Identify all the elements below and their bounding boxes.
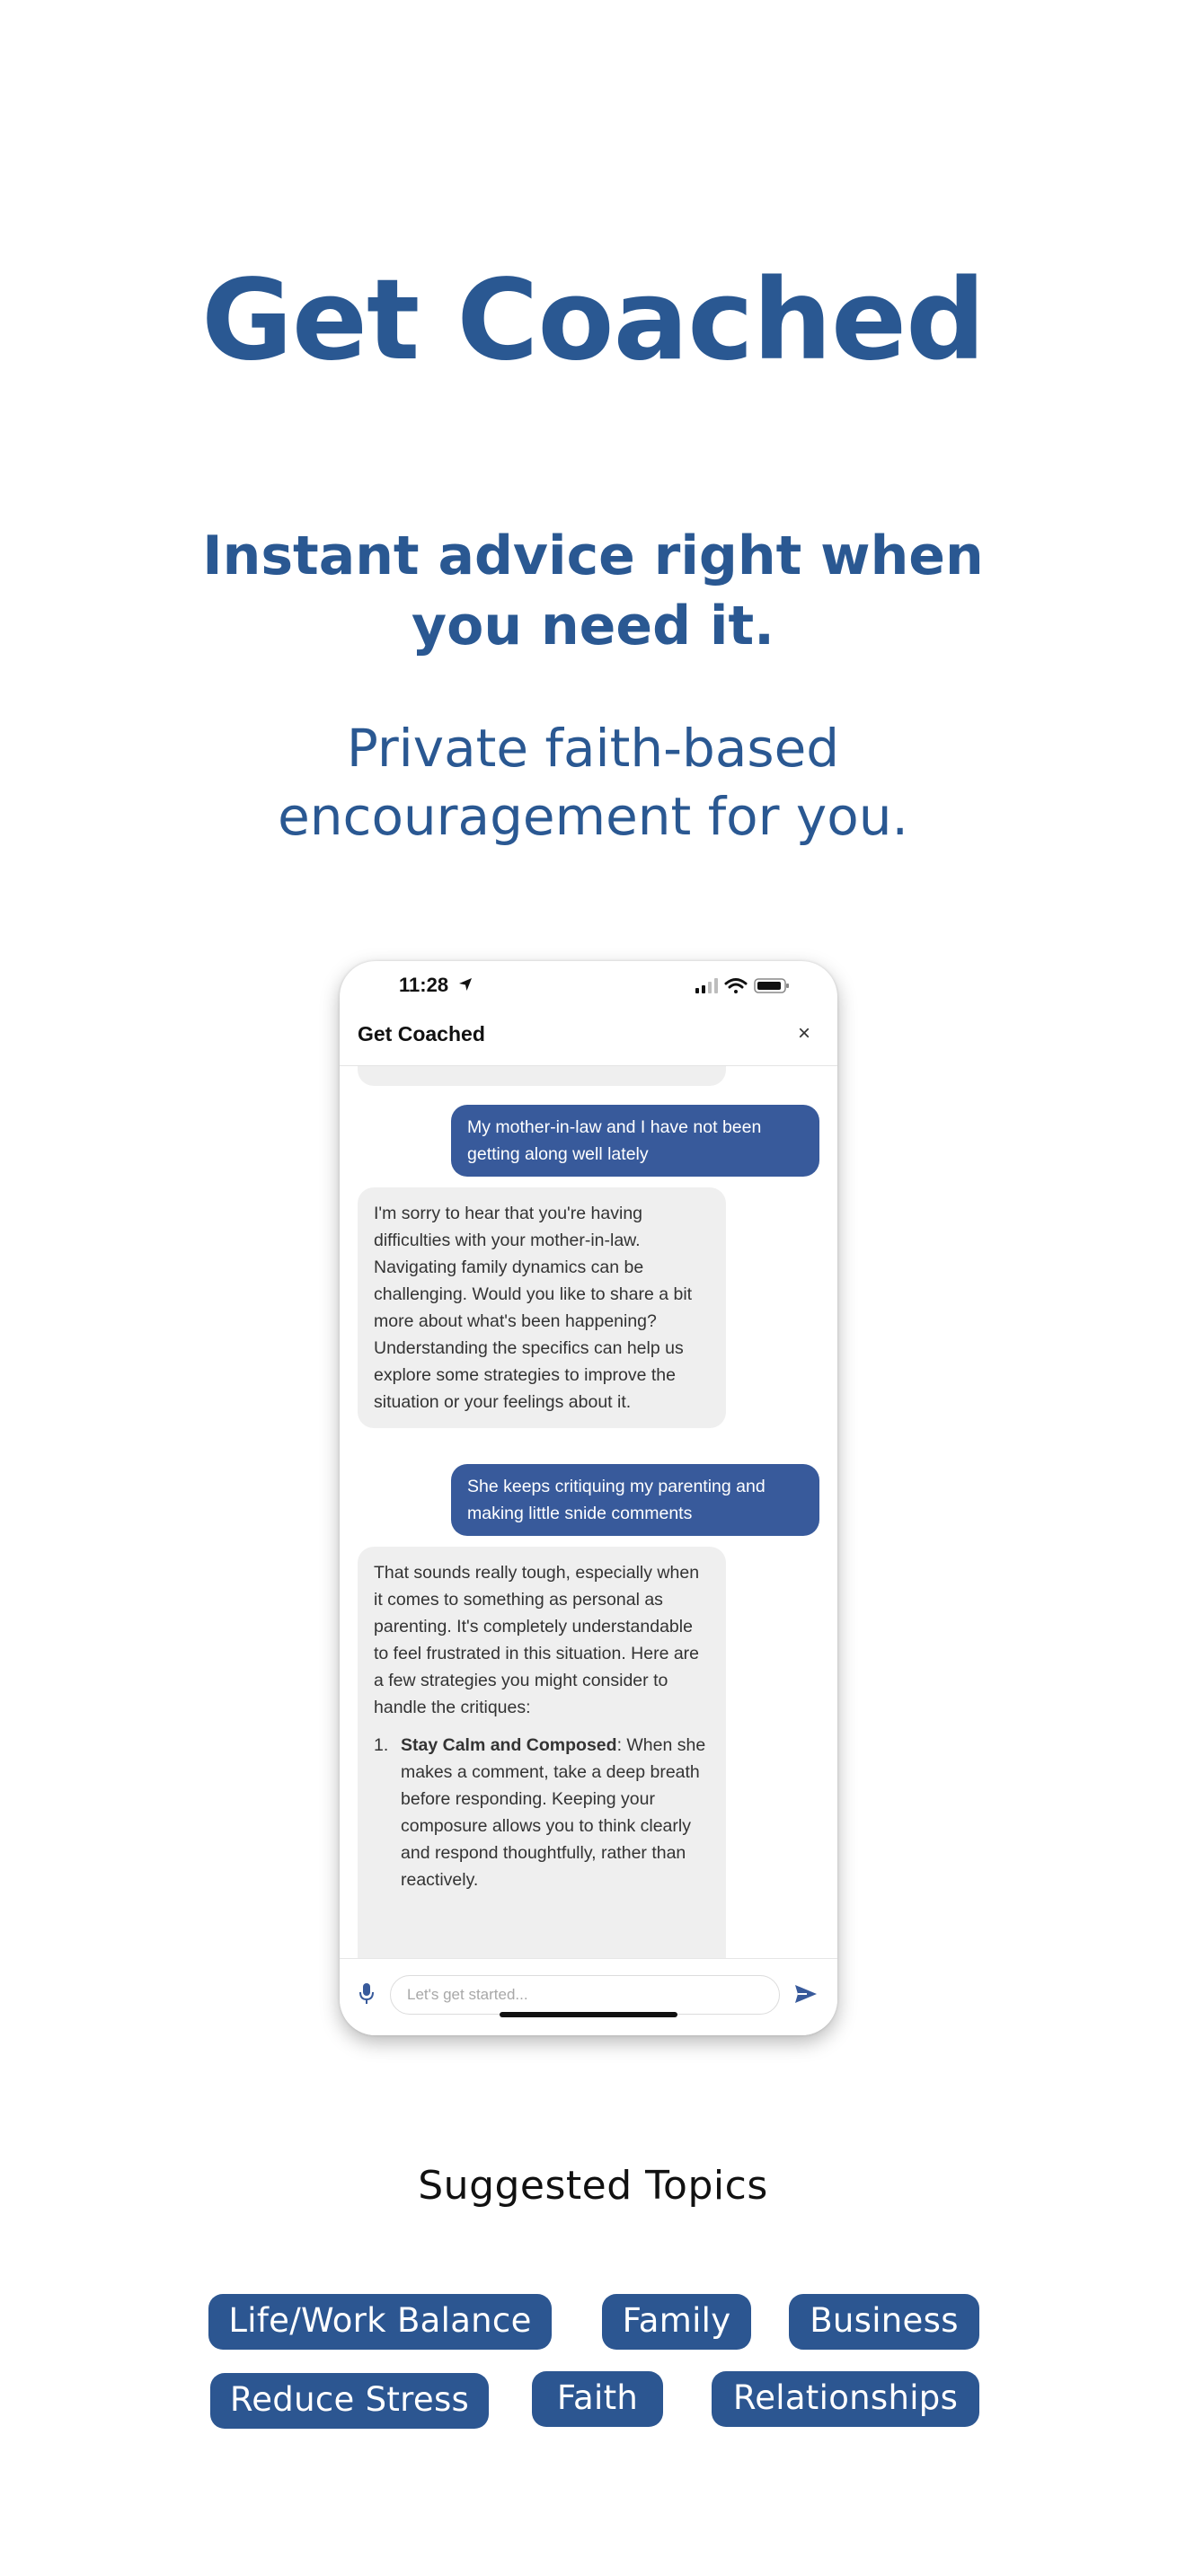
close-button[interactable]: × [797, 1021, 810, 1045]
message-input[interactable] [390, 1975, 780, 2015]
status-time: 11:28 [399, 974, 449, 996]
topic-chip-business[interactable]: Business [789, 2294, 979, 2350]
status-bar [340, 961, 837, 1010]
topic-chip-life-work-balance[interactable]: Life/Work Balance [208, 2294, 552, 2350]
list-item [374, 1732, 710, 1893]
suggested-topics-title: Suggested Topics [418, 2163, 768, 2209]
list-item-text: : When she makes a comment, take a deep breath before responding. Keeping your composure allows you to think clearly and respond thoughtfully, rather than reactively. [401, 1735, 706, 1890]
topic-chip-reduce-stress[interactable]: Reduce Stress [210, 2373, 489, 2429]
app-header [340, 1010, 837, 1066]
hero-description: Private faith-based encouragement for you. [278, 718, 908, 847]
bot-message [358, 1187, 726, 1428]
strategy-list [374, 1732, 710, 1893]
microphone-icon[interactable] [358, 1982, 376, 2006]
status-icons [694, 975, 792, 995]
message-text: That sounds really tough, especially when it comes to something as personal as parenting. It's completely understandable to feel frustrated in this situation. Here are a few strategies you might consider to handle the critiques: [374, 1563, 700, 1717]
phone-mockup [340, 961, 837, 2035]
list-number: 1. [374, 1735, 389, 1755]
message-text: I'm sorry to hear that you're having difficulties with your mother-in-law. Navigating family dynamics can be challenging. Would you like to share a bit more about what's been happening? Understanding the specifics can help us explore some strategies to improve the situation or your feelings about it. [374, 1204, 693, 1412]
battery-icon [755, 979, 789, 992]
app-title: Get Coached [358, 1022, 485, 1045]
topic-chip-relationships[interactable]: Relationships [712, 2371, 979, 2427]
user-message [451, 1464, 819, 1536]
send-icon[interactable] [792, 1981, 819, 2007]
hero-title: Get Coached [201, 256, 985, 385]
home-indicator [500, 2012, 677, 2017]
signal-icon [695, 978, 718, 993]
chat-area[interactable] [340, 1066, 837, 1958]
message-text: My mother-in-law and I have not been getting along well lately [467, 1117, 762, 1164]
topic-chip-family[interactable]: Family [602, 2294, 751, 2350]
message-bubble-partial [358, 1066, 726, 1086]
bot-message [358, 1547, 726, 1958]
message-text: She keeps critiquing my parenting and making little snide comments [467, 1477, 766, 1523]
wifi-icon [726, 980, 746, 994]
user-message [451, 1105, 819, 1177]
message-composer [340, 1958, 837, 2035]
list-item-heading: Stay Calm and Composed [401, 1735, 617, 1755]
location-arrow-icon [456, 975, 474, 993]
topic-chip-faith[interactable]: Faith [532, 2371, 663, 2427]
hero-subtitle: Instant advice right when you need it. [202, 525, 984, 657]
